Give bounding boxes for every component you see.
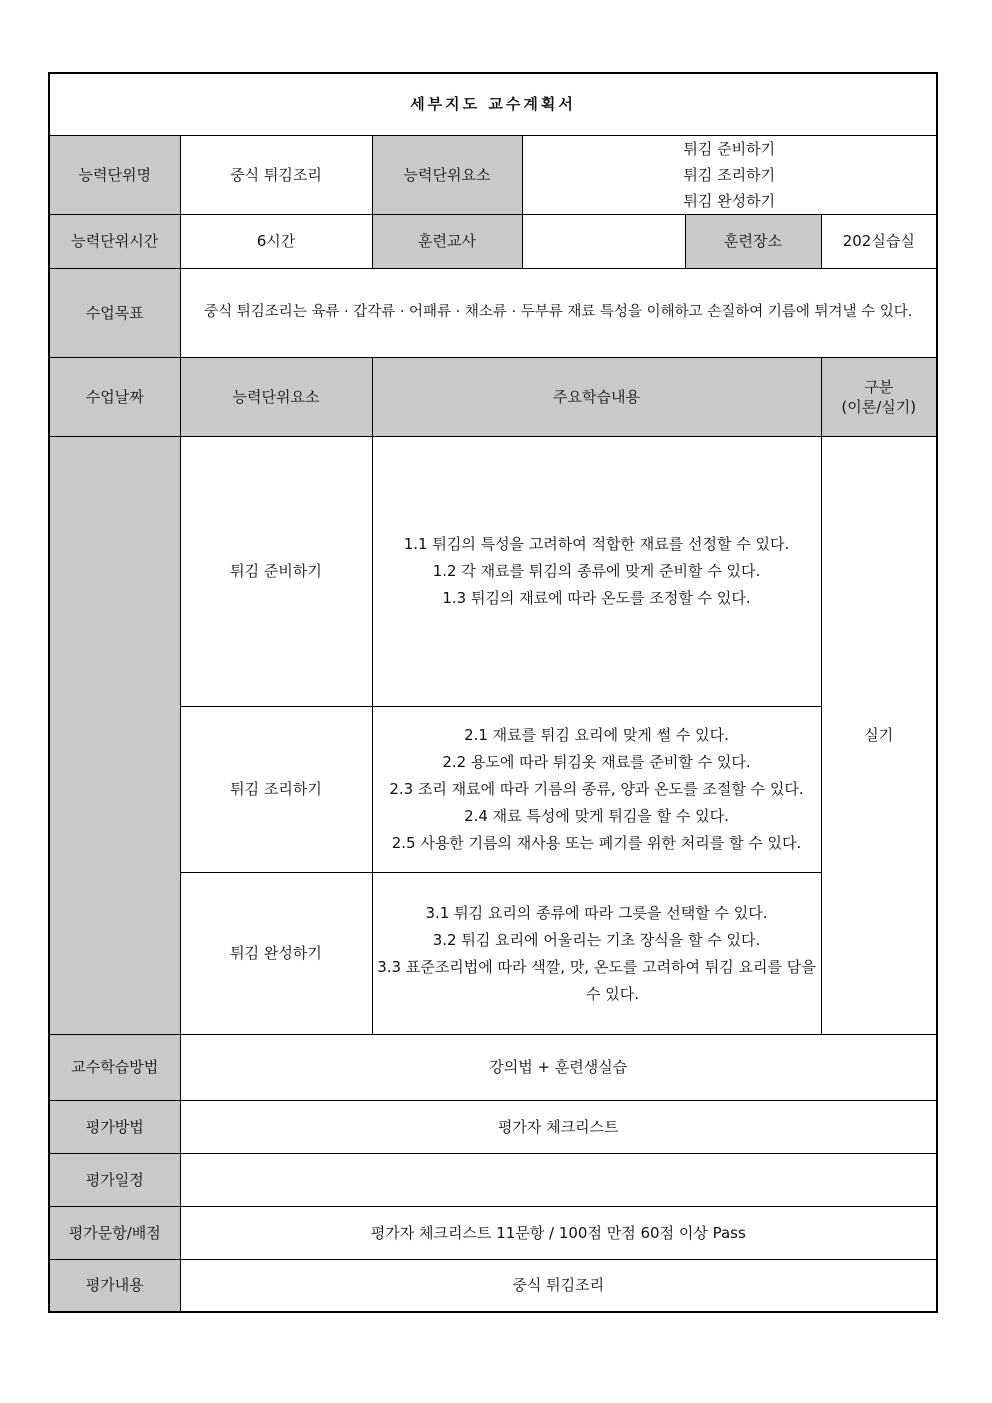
content-item: 수 있다.: [585, 984, 639, 1003]
unit-name-label: 능력단위명: [49, 136, 180, 215]
content-item: 2.4 재료 특성에 맞게 튀김을 할 수 있다.: [464, 807, 729, 825]
content-item: 2.1 재료를 튀김 요리에 맞게 썰 수 있다.: [464, 726, 729, 744]
teacher-value: [522, 215, 685, 269]
schedule-content: [372, 873, 821, 1035]
unit-element-item: 튀김 준비하기: [683, 140, 776, 158]
content-item: 3.2 튀김 요리에 어울리는 기초 장식을 할 수 있다.: [432, 930, 761, 949]
eval-items-value: 평가자 체크리스트 11문항 / 100점 만점 60점 이상 Pass: [180, 1207, 937, 1260]
unit-element-label: 능력단위요소: [372, 136, 522, 215]
content-item: 2.5 사용한 기름의 재사용 또는 폐기를 위한 처리를 할 수 있다.: [391, 834, 802, 852]
schedule-element: 튀김 완성하기: [180, 873, 372, 1035]
schedule-content: [372, 707, 821, 873]
unit-element-item: 튀김 조리하기: [683, 166, 776, 184]
schedule-element: 튀김 조리하기: [180, 707, 372, 873]
schedule-content-header: 주요학습내용: [372, 358, 821, 437]
teacher-label: 훈련교사: [372, 215, 522, 269]
eval-schedule-label: 평가일정: [49, 1154, 180, 1207]
content-item: 1.1 튀김의 특성을 고려하여 적합한 재료를 선정할 수 있다.: [403, 535, 790, 553]
schedule-date-header: 수업날짜: [49, 358, 180, 437]
eval-schedule-value: [180, 1154, 937, 1207]
goal-text: 중식 튀김조리는 육류 · 갑각류 · 어패류 · 채소류 · 두부류 재료 특성을 이해하고 손질하여 기름에 튀겨낼 수 있다.: [180, 269, 937, 358]
goal-label: 수업목표: [49, 269, 180, 358]
content-item: 3.1 튀김 요리의 종류에 따라 그릇을 선택할 수 있다.: [425, 903, 768, 922]
eval-items-label: 평가문항/배점: [49, 1207, 180, 1260]
place-value: 202실습실: [821, 215, 937, 269]
content-item: 2.3 조리 재료에 따라 기름의 종류, 양과 온도를 조절할 수 있다.: [389, 780, 804, 798]
eval-content-value: 중식 튀김조리: [180, 1260, 937, 1312]
document-title: 세부지도 교수계획서: [49, 73, 937, 136]
unit-name-value: 중식 튀김조리: [180, 136, 372, 215]
schedule-element-header: 능력단위요소: [180, 358, 372, 437]
method-value: 강의법 + 훈련생실습: [180, 1035, 937, 1101]
type-header-line: (이론/실기): [841, 398, 917, 416]
unit-elements-list: [683, 136, 775, 214]
content-item: 1.2 각 재료를 튀김의 종류에 맞게 준비할 수 있다.: [432, 562, 761, 580]
lesson-plan-table: [48, 72, 938, 1313]
schedule-type-value: 실기: [821, 437, 937, 1035]
schedule-type-header: [821, 358, 937, 437]
unit-element-item: 튀김 완성하기: [683, 192, 776, 210]
unit-time-value: 6시간: [180, 215, 372, 269]
unit-elements-cell: [522, 136, 937, 215]
eval-content-label: 평가내용: [49, 1260, 180, 1312]
type-header-line: 구분: [864, 377, 894, 396]
content-item: 2.2 용도에 따라 튀김옷 재료를 준비할 수 있다.: [442, 753, 751, 771]
content-item: 1.3 튀김의 재료에 따라 온도를 조정할 수 있다.: [442, 589, 751, 607]
method-label: 교수학습방법: [49, 1035, 180, 1101]
content-item: 3.3 표준조리법에 따라 색깔, 맛, 온도를 고려하여 튀김 요리를 담을: [377, 957, 816, 976]
schedule-content: [372, 437, 821, 707]
unit-time-label: 능력단위시간: [49, 215, 180, 269]
eval-method-label: 평가방법: [49, 1101, 180, 1154]
schedule-date-cell: [49, 437, 180, 1035]
schedule-element: 튀김 준비하기: [180, 437, 372, 707]
eval-method-value: 평가자 체크리스트: [180, 1101, 937, 1154]
place-label: 훈련장소: [685, 215, 821, 269]
